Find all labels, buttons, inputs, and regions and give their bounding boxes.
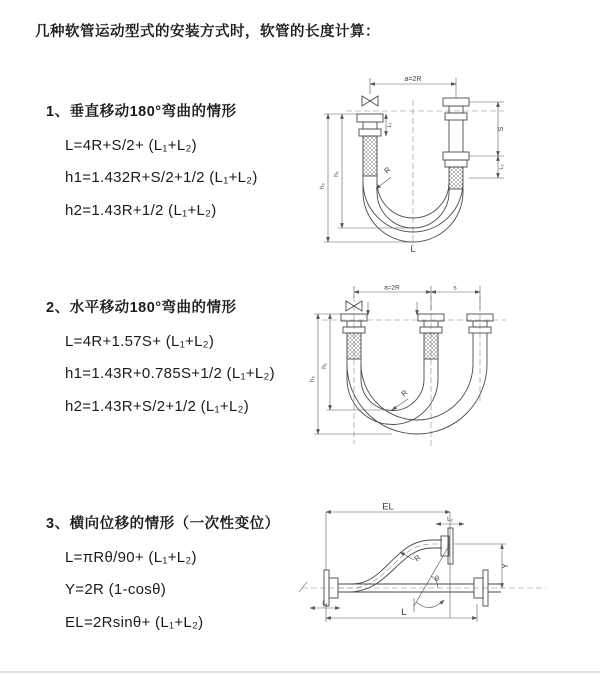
- dim-label-s: S: [498, 126, 505, 132]
- diagram-vertical-180: [312, 74, 530, 254]
- dim-label-stroke: s: [453, 284, 457, 292]
- formula-line: Y=2R (1-cosθ): [65, 581, 167, 598]
- formula-line: h2=1.43R+S/2+1/2 (L₁+L₂): [65, 397, 250, 415]
- dim-label-l: L: [410, 244, 416, 254]
- dim-label-l2: L₂: [499, 164, 505, 170]
- centerlines: [322, 296, 506, 446]
- dim-label-l2: L₂: [447, 517, 453, 523]
- hose-drawing: [341, 301, 493, 434]
- formula-line: L=4R+S/2+ (L₁+L₂): [65, 136, 197, 154]
- dim-label-theta: θ: [435, 576, 439, 583]
- section-lateral: [46, 514, 280, 633]
- dim-label-l: L: [401, 607, 407, 618]
- dimension-lines: [324, 78, 504, 242]
- dim-label-r: R: [412, 552, 423, 564]
- valve-icon: [362, 96, 378, 106]
- dim-label-h1: h₁: [321, 363, 328, 369]
- page-title: 几种软管运动型式的安装方式时，软管的长度计算：: [35, 24, 380, 40]
- dim-label-l1: L₁: [322, 601, 328, 607]
- section-vertical-180: [46, 102, 258, 221]
- diagram-labels: [322, 502, 510, 619]
- page-edge-divider: [0, 671, 600, 673]
- formula-line: L=πRθ/90+ (L₁+L₂): [65, 548, 197, 566]
- dim-label-y: Y: [501, 563, 510, 569]
- section-heading: 2、水平移动180°弯曲的情形: [46, 300, 237, 316]
- dim-label-h2: h₂: [309, 375, 316, 383]
- dimension-lines: [314, 286, 480, 434]
- formula-line: h1=1.432R+S/2+1/2 (L₁+L₂): [65, 169, 258, 186]
- dim-label-span: a=2R: [384, 284, 400, 292]
- dim-label-r: R: [399, 387, 410, 399]
- dimension-lines: [299, 512, 506, 622]
- dim-label-r: R: [382, 164, 393, 176]
- diagram-horizontal-180: [304, 284, 538, 452]
- hose-drawing: [324, 528, 501, 612]
- dim-label-span: a=2R: [404, 76, 422, 83]
- dim-label-l1: L₁: [387, 122, 393, 128]
- formula-line: EL=2Rsinθ+ (L₁+L₂): [65, 613, 204, 631]
- formula-line: h1=1.43R+0.785S+1/2 (L₁+L₂): [65, 365, 275, 382]
- dim-label-h1: h₁: [333, 171, 340, 177]
- formula-line: h2=1.43R+1/2 (L₁+L₂): [65, 201, 217, 219]
- dim-label-h2: h₂: [319, 182, 326, 190]
- section-heading: 1、垂直移动180°弯曲的情形: [46, 104, 237, 120]
- dim-label-el: EL: [382, 501, 394, 513]
- diagram-lateral: [296, 500, 552, 650]
- section-heading: 3、横向位移的情形（一次性变位）: [46, 516, 280, 532]
- section-horizontal-180: [46, 298, 275, 417]
- diagram-labels: [319, 76, 505, 254]
- formula-line: L=4R+1.57S+ (L₁+L₂): [65, 332, 215, 350]
